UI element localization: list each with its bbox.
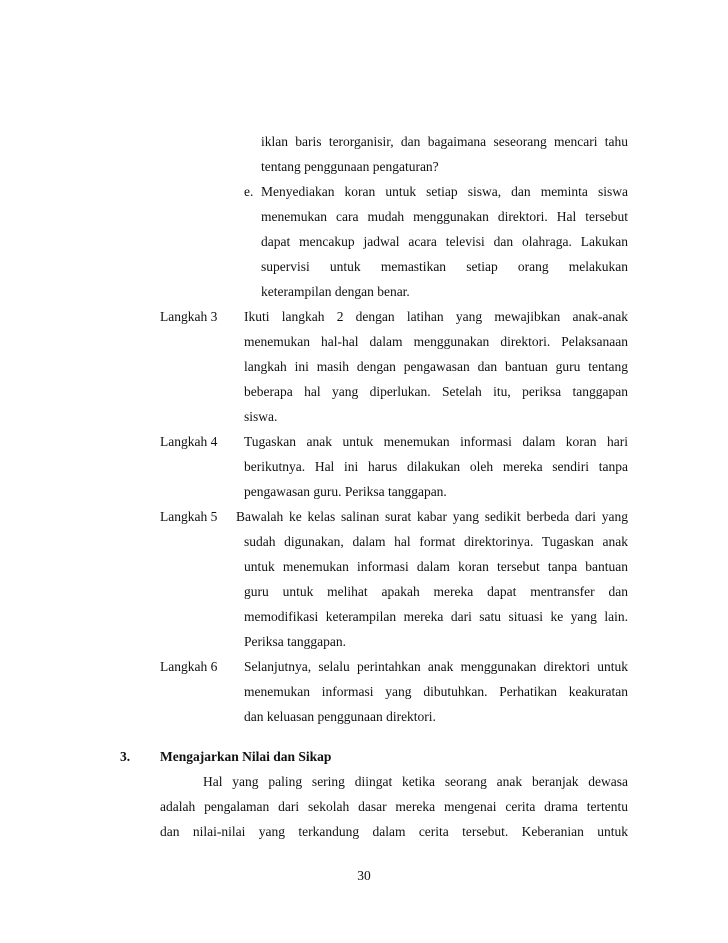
step-label-4: Langkah 4 (160, 434, 218, 449)
step-4-line: pengawasan guru. Periksa tanggapan. (244, 484, 447, 499)
item-e-line: keterampilan dengan benar. (261, 284, 410, 299)
step-5-line: guru untuk melihat apakah mereka dapat mentransfer dan (244, 584, 628, 599)
step-6-line: Selanjutnya, selalu perintahkan anak menggunakan direktori untuk (244, 659, 628, 674)
section-number: 3. (120, 749, 131, 764)
step-label-5: Langkah 5 (160, 509, 218, 524)
section-paragraph-line: dan nilai-nilai yang terkandung dalam cerita tersebut. Keberanian untuk (160, 824, 628, 839)
page-number: 30 (357, 868, 371, 883)
section-title: Mengajarkan Nilai dan Sikap (160, 749, 332, 764)
step-5-line: sudah digunakan, dalam hal format direktorinya. Tugaskan anak (244, 534, 628, 549)
step-5-line: Bawalah ke kelas salinan surat kabar yang sedikit berbeda dari yang (236, 509, 628, 524)
continuation-line: iklan baris terorganisir, dan bagaimana seseorang mencari tahu (261, 134, 628, 149)
step-3-line: Ikuti langkah 2 dengan latihan yang mewajibkan anak-anak (244, 309, 628, 324)
step-label-6: Langkah 6 (160, 659, 218, 674)
step-4-line: berikutnya. Hal ini harus dilakukan oleh mereka sendiri tanpa (244, 459, 628, 474)
item-e-line: menemukan cara mudah menggunakan direktori. Hal tersebut (261, 209, 628, 224)
step-label-3: Langkah 3 (160, 309, 218, 324)
step-3-line: beberapa hal yang diperlukan. Setelah itu, periksa tanggapan (244, 384, 628, 399)
item-e-line: Menyediakan koran untuk setiap siswa, dan meminta siswa (261, 184, 628, 199)
section-paragraph-line: adalah pengalaman dari sekolah dasar mereka mengenai cerita drama tertentu (160, 799, 628, 814)
step-3-line: siswa. (244, 409, 278, 424)
step-5-line: memodifikasi keterampilan mereka dari satu situasi ke yang lain. (244, 609, 628, 624)
step-4-line: Tugaskan anak untuk menemukan informasi dalam koran hari (244, 434, 628, 449)
step-3-line: menemukan hal-hal dalam menggunakan direktori. Pelaksanaan (244, 334, 628, 349)
continuation-line: tentang penggunaan pengaturan? (261, 159, 439, 174)
step-3-line: langkah ini masih dengan pengawasan dan bantuan guru tentang (244, 359, 628, 374)
list-marker-e: e. (244, 184, 254, 199)
step-6-line: menemukan informasi yang dibutuhkan. Perhatikan keakuratan (244, 684, 628, 699)
step-5-line: untuk menemukan informasi dalam koran tersebut tanpa bantuan (244, 559, 628, 574)
step-6-line: dan keluasan penggunaan direktori. (244, 709, 436, 724)
item-e-line: supervisi untuk memastikan setiap orang melakukan (261, 259, 628, 274)
item-e-line: dapat mencakup jadwal acara televisi dan olahraga. Lakukan (261, 234, 628, 249)
section-paragraph-line: Hal yang paling sering diingat ketika seorang anak beranjak dewasa (203, 774, 628, 789)
step-5-line: Periksa tanggapan. (244, 634, 346, 649)
